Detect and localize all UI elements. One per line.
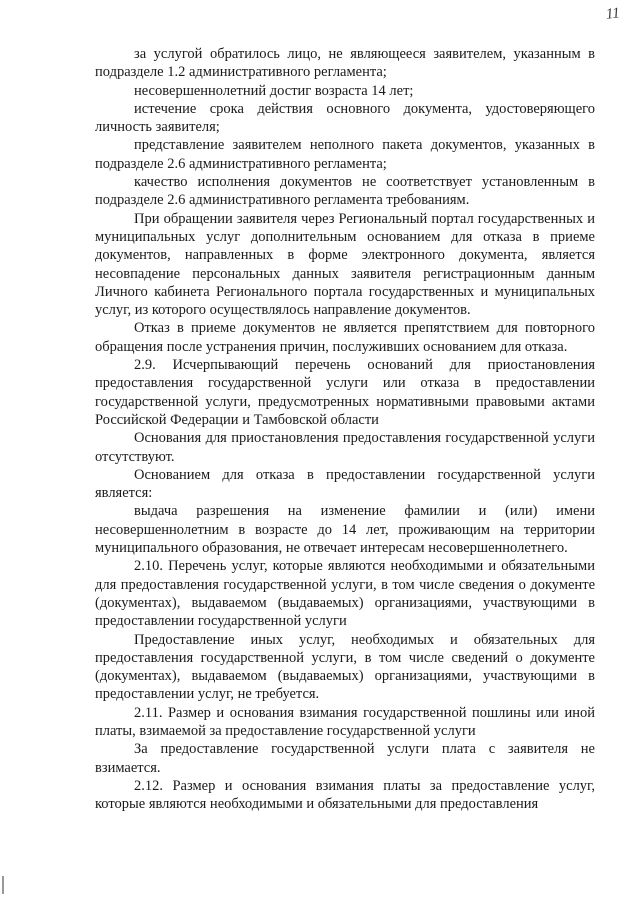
paragraph: Отказ в приеме документов не является препятствием для повторного обращения после устранения причин, послуживших основанием для отказа. <box>95 320 595 355</box>
section-heading-2-10: 2.10. Перечень услуг, которые являются необходимыми и обязательными для предоставления государственной услуги, в том числе сведения о документе (документах), выдаваемом (выдаваемых) организациями, участвующими в предоставлении государственной услуги <box>95 558 595 630</box>
paragraph: За предоставление государственной услуги плата с заявителя не взимается. <box>95 741 595 776</box>
section-heading-2-12: 2.12. Размер и основания взимания платы за предоставление услуг, которые являются необходимыми и обязательными для предоставления <box>95 777 595 813</box>
section-heading-2-9: 2.9. Исчерпывающий перечень оснований для приостановления предоставления государственной услуги или отказа в предоставлении государственной услуги, предусмотренных нормативными правовыми актами Российской Федерации и Тамбовской области <box>95 357 595 428</box>
paragraph: за услугой обратилось лицо, не являющееся заявителем, указанным в подразделе 1.2 административного регламента; <box>95 46 595 81</box>
page-number: 11 <box>605 5 621 23</box>
paragraph: качество исполнения документов не соответствует установленным в подразделе 2.6 административного регламента требованиям. <box>95 174 595 209</box>
document-body <box>95 45 595 813</box>
paragraph: выдача разрешения на изменение фамилии и (или) имени несовершеннолетним в возрасте до 14 лет, проживающим на территории муниципального образования, не отвечает интересам несовершеннолетнего. <box>95 503 595 557</box>
paragraph: Основания для приостановления предоставления государственной услуги отсутствуют. <box>95 430 595 465</box>
paragraph: несовершеннолетний достиг возраста 14 лет; <box>134 82 414 99</box>
scan-edge-mark <box>2 876 4 894</box>
paragraph: Основанием для отказа в предоставлении государственной услуги является: <box>95 466 595 502</box>
section-heading-2-11: 2.11. Размер и основания взимания государственной пошлины или иной платы, взимаемой за предоставление государственной услуги <box>95 704 595 739</box>
paragraph: Предоставление иных услуг, необходимых и обязательных для предоставления государственной услуги, в том числе сведений о документе (документах), выдаваемом (выдаваемых) организациями, участвующими в предоставлении услуг, не требуется. <box>95 631 595 703</box>
paragraph: При обращении заявителя через Региональный портал государственных и муниципальных услуг дополнительным основанием для отказа в приеме документов, направленных в форме электронного документа, является несовпадение персональных данных заявителя регистрационным данным Личного кабинета Регионального портала государственных и муниципальных услуг, из которого осуществлялось направление документов. <box>95 210 595 319</box>
paragraph: представление заявителем неполного пакета документов, указанных в подразделе 2.6 административного регламента; <box>95 137 595 172</box>
paragraph: истечение срока действия основного документа, удостоверяющего личность заявителя; <box>95 100 595 136</box>
